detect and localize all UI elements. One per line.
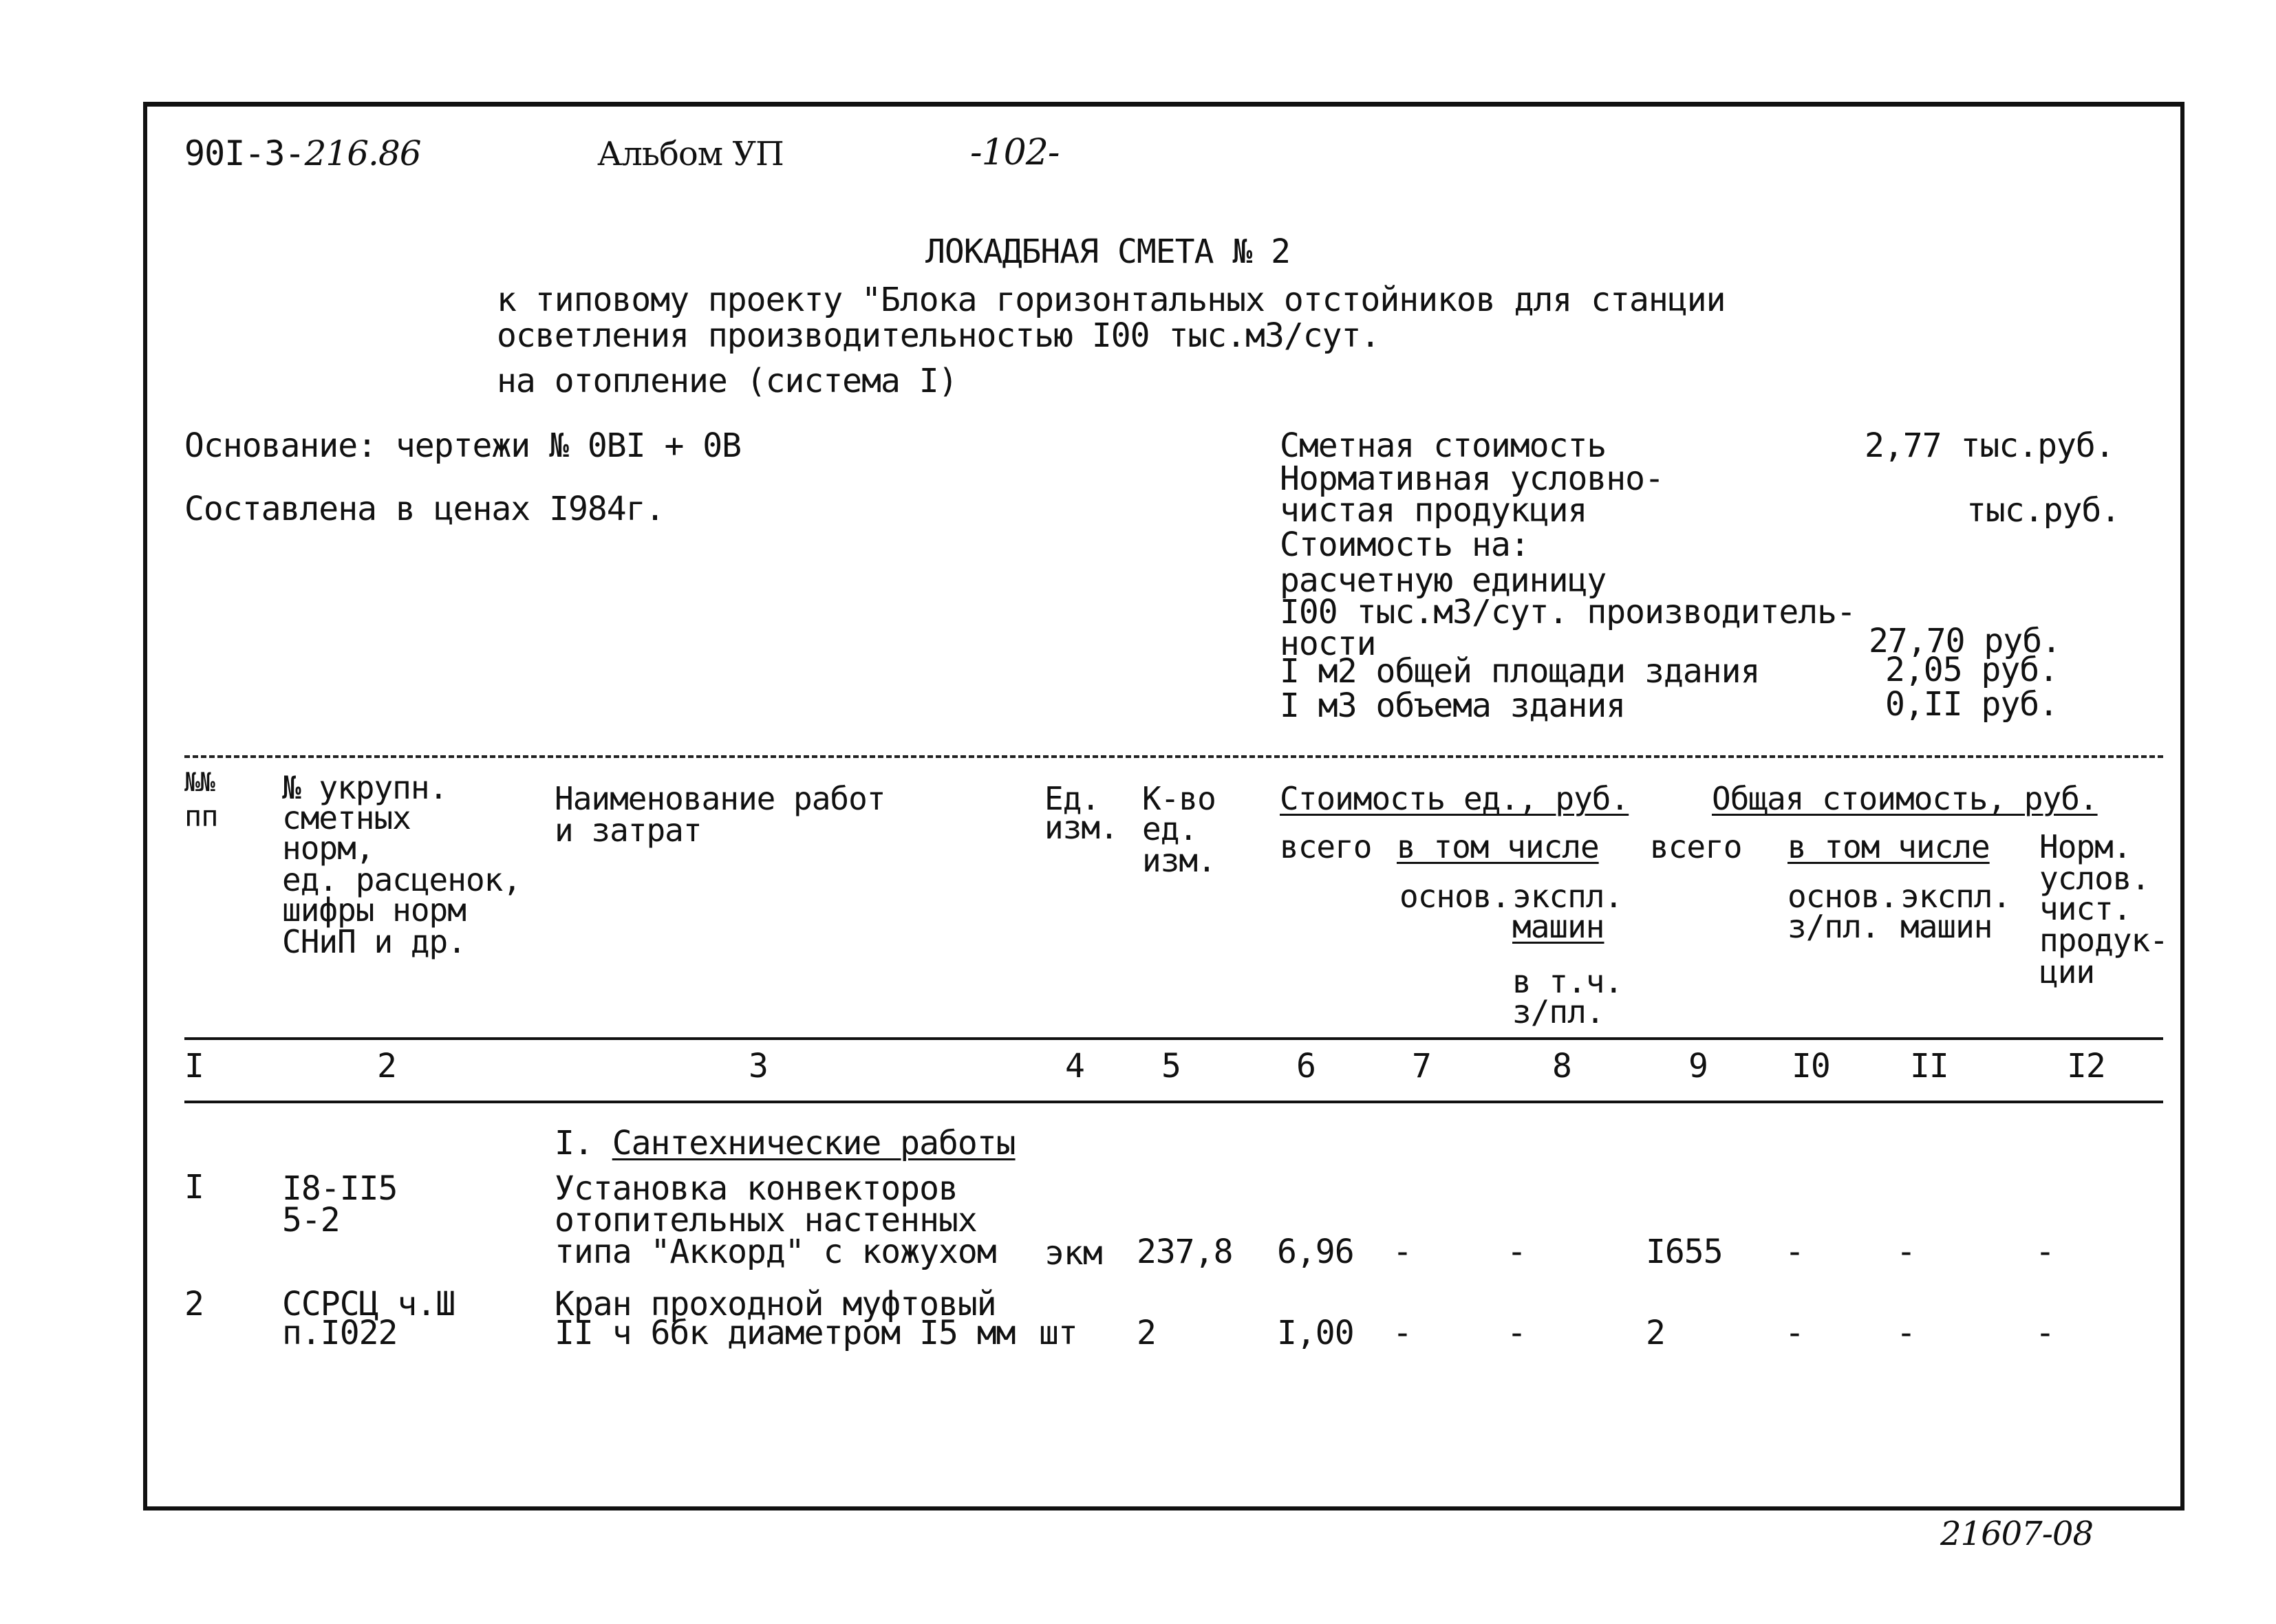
row2-total-machine: - — [1896, 1314, 1915, 1352]
header-col2-line6: СНиП и др. — [282, 923, 466, 960]
header-col5-line3: изм. — [1142, 842, 1216, 879]
col-number-1: I — [184, 1047, 204, 1085]
row1-code-1: I8-II5 — [282, 1169, 398, 1208]
cost-value: 2,77 тыс.руб. — [1865, 426, 2114, 465]
header-bottom-rule — [184, 1037, 2163, 1040]
header-col8-line1: экспл. — [1512, 878, 1623, 915]
row1-norm: - — [2035, 1233, 2054, 1271]
col-number-5: 5 — [1161, 1047, 1181, 1085]
document-code: 90I-3-216.86 — [184, 133, 421, 173]
header-col2-line2: сметных — [282, 799, 411, 836]
header-col8-line3: в т.ч. — [1512, 963, 1623, 1000]
col-number-8: 8 — [1552, 1047, 1571, 1085]
cost-label: Сметная стоимость — [1280, 426, 1607, 465]
inventory-number: 21607-08 — [1940, 1515, 2093, 1553]
row1-unit-machine: - — [1507, 1233, 1526, 1271]
section-title: I. Сантехнические работы — [555, 1124, 1016, 1162]
row2-total-basic: - — [1785, 1314, 1804, 1352]
basis-drawings: Основание: чертежи № 0ВI + 0В — [184, 426, 742, 465]
calc-unit-1: расчетную единицу — [1280, 561, 1607, 600]
row2-name-2: II ч 6бк диаметром I5 мм — [555, 1314, 1016, 1352]
row1-code-2: 5-2 — [282, 1201, 340, 1239]
header-col9: всего — [1650, 828, 1742, 865]
col-number-7: 7 — [1412, 1047, 1431, 1085]
header-col5-line2: ед. — [1142, 810, 1198, 847]
header-total-cost: Общая стоимость, руб. — [1712, 780, 2098, 817]
col-number-11: II — [1910, 1047, 1948, 1085]
header-col10-line1: основ. — [1787, 878, 1898, 915]
header-col12-line2: услов. — [2039, 860, 2150, 897]
row1-total: I655 — [1646, 1233, 1723, 1271]
numbers-bottom-rule — [184, 1101, 2163, 1103]
col-number-6: 6 — [1296, 1047, 1316, 1085]
row1-unit-basic: - — [1393, 1233, 1412, 1271]
per-unit-label: Стоимость на: — [1280, 526, 1529, 564]
page-number: -102- — [970, 132, 1060, 173]
header-col12-line4: продук- — [2039, 922, 2168, 959]
area-value: 2,05 руб. — [1885, 651, 2059, 689]
row2-code-1: ССРСЦ ч.Ш — [282, 1285, 455, 1323]
header-col1-line1: №№ — [184, 767, 215, 797]
document-title: ЛОКАДБНАЯ СМЕТА № 2 — [925, 232, 1291, 271]
row1-qty: 237,8 — [1137, 1233, 1233, 1271]
row1-number: I — [184, 1168, 204, 1206]
area-label: I м2 общей площади здания — [1280, 652, 1760, 691]
header-col8-line4: з/пл. — [1512, 993, 1604, 1030]
row2-unit-machine: - — [1507, 1314, 1526, 1352]
header-col2-line1: № укрупн. — [282, 769, 448, 806]
row2-qty: 2 — [1137, 1314, 1156, 1352]
norm-label-2: чистая продукция — [1280, 491, 1587, 530]
header-col2-line3: норм, — [282, 830, 374, 867]
header-col3-line2: и затрат — [555, 812, 702, 849]
subtitle-line-3: на отопление (система I) — [497, 362, 958, 400]
col-number-2: 2 — [377, 1047, 396, 1085]
header-col10-line2: з/пл. — [1787, 908, 1880, 945]
calc-unit-3: ности — [1280, 625, 1376, 663]
volume-value: 0,II руб. — [1885, 685, 2059, 724]
row2-norm: - — [2035, 1314, 2054, 1352]
row2-unit-basic: - — [1393, 1314, 1412, 1352]
row1-name-1: Установка конвекторов — [555, 1169, 958, 1208]
row1-name-3: типа "Аккорд" с кожухом — [555, 1233, 996, 1271]
norm-value: тыс.руб. — [1966, 491, 2121, 530]
row1-unit: экм — [1044, 1234, 1102, 1273]
header-unit-cost: Стоимость ед., руб. — [1280, 780, 1629, 817]
header-col12-line3: чист. — [2039, 890, 2132, 927]
col-number-10: I0 — [1792, 1047, 1830, 1085]
header-col4-line2: изм. — [1044, 809, 1118, 846]
row1-name-2: отопительных настенных — [555, 1201, 977, 1239]
row2-total: 2 — [1646, 1314, 1665, 1352]
row1-total-machine: - — [1896, 1233, 1915, 1271]
row2-unit-total: I,00 — [1277, 1314, 1354, 1352]
col-number-12: I2 — [2067, 1047, 2105, 1085]
header-col11-line1: экспл. — [1900, 878, 2011, 915]
header-col3-line1: Наименование работ — [555, 780, 885, 817]
album-label: Альбом УП — [597, 135, 784, 173]
row2-name-1: Кран проходной муфтовый — [555, 1285, 996, 1323]
row2-code-2: п.I022 — [282, 1314, 398, 1352]
header-col2-line4: ед. расценок, — [282, 861, 522, 898]
col-number-3: 3 — [749, 1047, 768, 1085]
header-col8-line2: машин — [1512, 908, 1604, 945]
calc-unit-2: I00 тыс.м3/сут. производитель- — [1280, 593, 1856, 631]
col-number-9: 9 — [1688, 1047, 1708, 1085]
header-col6: всего — [1280, 828, 1372, 865]
header-incl-unit: в том числе — [1397, 828, 1599, 865]
header-col2-line5: шифры норм — [282, 891, 466, 929]
row2-unit: шт — [1039, 1314, 1077, 1352]
subtitle-line-1: к типовому проекту "Блока горизонтальных отстойников для станции — [497, 281, 1726, 319]
col-number-4: 4 — [1065, 1047, 1084, 1085]
header-col7: основ. — [1399, 878, 1510, 915]
norm-label-1: Нормативная условно- — [1280, 459, 1664, 498]
row2-number: 2 — [184, 1285, 204, 1323]
header-col11-line2: машин — [1900, 908, 1993, 945]
row1-total-basic: - — [1785, 1233, 1804, 1271]
header-col12-line1: Норм. — [2039, 828, 2132, 865]
header-col5-line1: К-во — [1142, 780, 1216, 817]
header-col4-line1: Ед. — [1044, 780, 1100, 817]
table-top-rule — [184, 755, 2163, 758]
header-col1-line2: пп — [184, 799, 218, 833]
header-incl-total: в том числе — [1787, 828, 1990, 865]
header-col12-line5: ции — [2039, 953, 2095, 990]
calc-unit-value: 27,70 руб. — [1869, 622, 2061, 660]
basis-prices: Составлена в ценах I984г. — [184, 490, 665, 528]
subtitle-line-2: осветления производительностью I00 тыс.м3/сут. — [497, 316, 1380, 355]
row1-unit-total: 6,96 — [1277, 1233, 1354, 1271]
volume-label: I м3 объема здания — [1280, 686, 1626, 725]
